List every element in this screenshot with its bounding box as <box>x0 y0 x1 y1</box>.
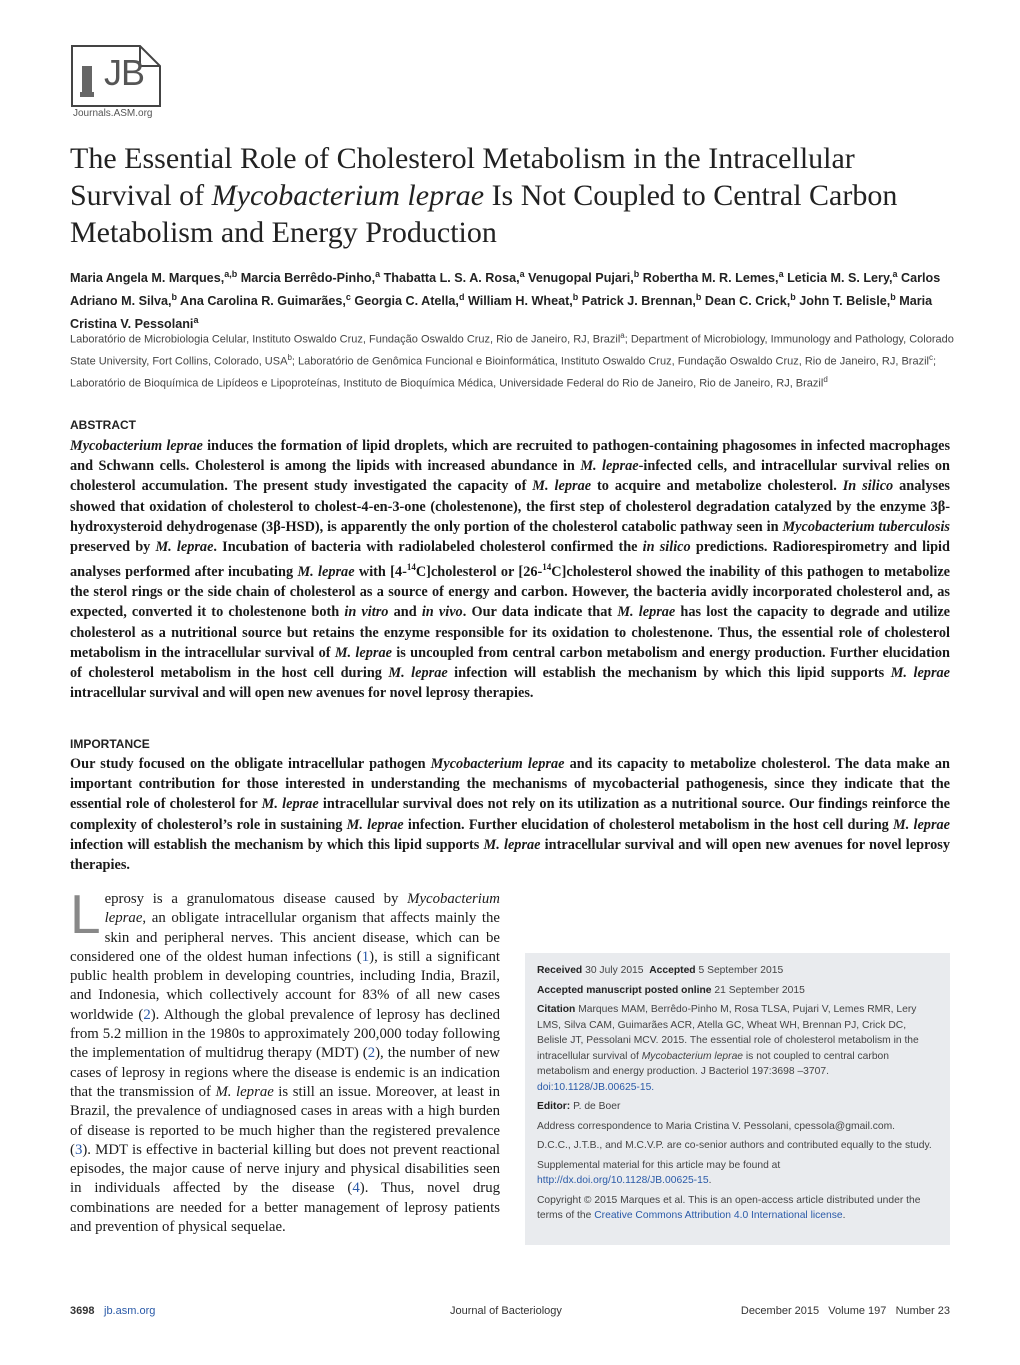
dates-received: Received 30 July 2015 Accepted 5 September 2015 <box>537 965 784 976</box>
reference-link[interactable]: 2 <box>367 1045 376 1062</box>
importance-segment: M. leprae <box>483 836 541 853</box>
abstract-segment: and <box>388 604 422 621</box>
author-name: Dean C. Crick, <box>704 294 791 309</box>
abstract-segment: is uncoupled from central carbon metabolism and energy production. Further elucidation of cholesterol metabolism in the host cell during <box>70 644 950 681</box>
author-name: Patrick J. Brennan, <box>581 294 696 309</box>
abstract-segment: M. leprae <box>890 665 951 681</box>
title-line-2-italic: Mycobacterium leprae <box>211 179 485 212</box>
abstract-segment: analyses showed that oxidation of cholesterol to cholest-4-en-3-one (cholestenone), the first step of cholesterol degradation catalyzed by the enzyme 3β-hydroxysteroid dehydrogenase (3β-HSD), is apparently the only portion of the cholesterol catabolic pathway seen in <box>70 478 950 535</box>
abstract-segment: M. leprae <box>388 665 448 681</box>
importance-segment: Our study focused on the obligate intracellular pathogen <box>70 756 431 772</box>
abstract-segment: Mycobacterium leprae <box>70 438 203 454</box>
importance-segment: infection will establish the mechanism by which this lipid supports <box>70 836 484 853</box>
body-segment: M. leprae <box>215 1083 274 1100</box>
abstract-heading: ABSTRACT <box>70 418 136 432</box>
reference-link[interactable]: 3 <box>74 1141 83 1158</box>
title-line-2c: Is Not Coupled to Central Carbon <box>484 179 898 212</box>
author-affiliation-mark: a,b <box>224 269 238 279</box>
abstract-segment: M. leprae <box>155 539 214 556</box>
journal-name: Journal of Bacteriology <box>450 1305 562 1317</box>
reference-link[interactable]: 2 <box>143 1006 151 1023</box>
abstract-segment: . Our data indicate that <box>462 604 618 621</box>
page-number: 3698 <box>70 1305 95 1317</box>
license-link[interactable]: Creative Commons Attribution 4.0 International license <box>594 1210 843 1221</box>
importance-text <box>70 754 950 875</box>
importance-segment: intracellular survival and will open new avenues for novel leprosy therapies. <box>70 836 950 874</box>
title-line-3: Metabolism and Energy Production <box>70 216 497 249</box>
title-line-1: The Essential Role of Cholesterol Metabolism in the Intracellular <box>70 142 855 175</box>
author-affiliation-mark: b <box>572 292 579 303</box>
editor: Editor: P. de Boer <box>537 1101 621 1112</box>
affiliation-b: ; Department of Microbiology, Immunology and Pathology, Colorado State University, Fort Collins, Colorado, USA <box>70 333 954 368</box>
importance-segment: M. leprae <box>346 816 404 833</box>
drop-cap: L <box>70 883 101 945</box>
body-segment: ), is still a significant public health problem in developing countries, including India, Brazil, and Indonesia, which collectively account for 83% of all new cases worldwide ( <box>70 948 500 1023</box>
body-segment: ). MDT is effective in bacterial killing but does not prevent reactional episodes, the major cause of nerve injury and physical disabilities seen in individuals affected by the disease ( <box>70 1141 500 1197</box>
author-name: Maria Cristina V. Pessolani <box>70 294 933 332</box>
importance-segment: Mycobacterium leprae <box>430 756 565 772</box>
author-name: Marcia Berrêdo-Pinho, <box>240 271 376 286</box>
author-name: Robertha M. R. Lemes, <box>642 271 779 286</box>
supplemental-note: Supplemental material for this article may be found at http://dx.doi.org/10.1128/JB.00625-15. <box>537 1159 781 1186</box>
title-line-2a: Survival of <box>70 179 212 212</box>
author-name: Venugopal Pujari, <box>528 271 634 286</box>
author-name: Carlos Adriano M. Silva, <box>70 271 941 309</box>
author-list <box>70 265 970 335</box>
abstract-segment: in vitro <box>344 604 389 621</box>
importance-segment: intracellular survival does not rely on its utilization as a nutritional source. Our findings reinforce the complexity of cholesterol’s role in sustaining <box>70 796 950 833</box>
abstract-segment: has lost the capacity to degrade and utilize cholesterol as a nutritional source but retains the enzyme responsible for its oxidation to cholestenone. Thus, the essential role of cholesterol metabolism in the intracellular survival of <box>70 604 951 661</box>
author-affiliation-mark: b <box>171 292 177 303</box>
logo-letters: JB <box>104 52 145 93</box>
abstract-segment: M. leprae <box>297 563 355 580</box>
supplemental-link[interactable]: http://dx.doi.org/10.1128/JB.00625-15 <box>537 1175 709 1186</box>
abstract-segment: 14 <box>406 562 416 573</box>
importance-segment: M. leprae <box>261 796 319 813</box>
correspondence: Address correspondence to Maria Cristina V. Pessolani, cpessola@gmail.com. <box>537 1120 896 1132</box>
reference-link[interactable]: 1 <box>361 948 370 965</box>
article-title <box>70 140 950 251</box>
author-affiliation-mark: b <box>890 292 896 303</box>
author-affiliation-mark: a <box>375 269 381 279</box>
body-segment: ). Thus, novel drug combinations are needed for a better management of leprosy patients and prevention of physical sequelae. <box>70 1180 501 1236</box>
abstract-segment: predictions. Radiorespirometry and lipid analyses performed after incubating <box>70 539 950 580</box>
abstract-segment: in silico <box>642 539 691 556</box>
abstract-segment: . Incubation of bacteria with radiolabeled cholesterol confirmed the <box>213 539 643 556</box>
abstract-segment: intracellular survival and will open new avenues for novel leprosy therapies. <box>70 685 534 702</box>
author-name: Thabatta L. S. A. Rosa, <box>383 271 520 286</box>
body-segment: , an obligate intracellular organism that affects mainly the skin and peripheral nerves. This ancient disease, which can be considered one of the oldest human infections ( <box>70 910 500 965</box>
affiliations: Laboratório de Microbiologia Celular, Instituto Oswaldo Cruz, Fundação Oswaldo Cruz, Rio de Janeiro, RJ, Brazil$^a$; Department of Microbiology, Immunology and Pathology, Colorado State University, Fort Collins, Colorado, USA$^b$; Laboratório de Genômica Funcional e Bioinformática, Instituto Oswaldo Cruz, Fundação Oswaldo Cruz, Rio de Janeiro, RJ, Brazil$^c$; Laboratório de Bioquímica de Lipídeos e Lipoproteínas, Instituto de Bioquímica Médica, Universidade Federal do Rio de Janeiro, Rio de Janeiro, RJ, Brazil$^d$ <box>70 331 954 390</box>
abstract-segment: in vivo <box>421 604 463 621</box>
abstract-segment: induces the formation of lipid droplets, which are recruited to pathogen-containing phagosomes in infected macrophages and Schwann cells. Cholesterol is among the lipids with increased abundance in <box>70 438 951 475</box>
doi-link[interactable]: doi:10.1128/JB.00625-15. <box>537 1081 655 1093</box>
body-segment: ), the number of new cases of leprosy in regions where the disease is endemic is an indication that the transmission of <box>70 1045 500 1100</box>
importance-segment: infection. Further elucidation of cholesterol metabolism in the host cell during <box>403 816 893 833</box>
co-senior-note: D.C.C., J.T.B., and M.C.V.P. are co-senior authors and contributed equally to the study. <box>537 1140 932 1151</box>
copyright: Copyright © 2015 Marques et al. This is an open-access article distributed under the terms of the Creative Commons Attribution 4.0 International license. <box>537 1194 921 1221</box>
author-affiliation-mark: b <box>633 269 640 279</box>
author-name: Maria Angela M. Marques, <box>70 271 225 286</box>
abstract-segment: 14 <box>542 562 552 573</box>
body-segment: ). Although the global prevalence of leprosy has declined from 5.2 million in the 1980s to approximately 200,000 today following the implementation of multidrug therapy (MDT) ( <box>70 1006 500 1062</box>
importance-segment: M. leprae <box>893 816 950 833</box>
importance-heading: IMPORTANCE <box>70 737 150 751</box>
journal-logo <box>70 44 162 124</box>
abstract-segment: with [4- <box>354 563 407 580</box>
importance-segment: and its capacity to metabolize cholesterol. The data make an important contribution for those interested in understanding the mechanisms of mycobacterial pathogenesis, since they indicate that the essential role of cholesterol for <box>70 756 950 813</box>
abstract-segment: M. leprae <box>532 478 592 495</box>
site-link[interactable]: jb.asm.org <box>104 1305 156 1317</box>
affiliation-d: ; Laboratório de Bioquímica de Lipídeos e Lipoproteínas, Instituto de Bioquímica Médica, Universidade Federal do Rio de Janeiro, Rio de Janeiro, RJ, Brazil <box>70 355 937 390</box>
author-name: William H. Wheat, <box>467 294 573 309</box>
issue-info: December 2015 Volume 197 Number 23 <box>740 1305 950 1317</box>
body-segment: is still an issue. Moreover, at least in Brazil, the prevalence of undiagnosed cases in areas with a high burden of disease is reported to be much higher than the registered prevalence ( <box>70 1083 500 1158</box>
article-info-box <box>525 953 950 1245</box>
citation: Citation Marques MAM, Berrêdo-Pinho M, Rosa TLSA, Pujari V, Lemes RMR, Lery LMS, Silva CAM, Guimarães ACR, Atella GC, Wheat WH, Brennan PJ, Crick DC, Belisle JT, Pessolani MCV. 2015. The essential role of cholesterol metabolism in the intracellular survival of Mycobacterium leprae is not coupled to central carbon metabolism and energy production. J Bacteriol 197:3698 –3707. doi:10.1128/JB.00625-15. <box>537 1004 919 1093</box>
abstract-segment: preserved by <box>70 539 156 556</box>
body-segment: eprosy is a granulomatous disease caused by <box>104 891 408 907</box>
author-name: John T. Belisle, <box>799 294 891 309</box>
abstract-segment: M. leprae <box>580 458 639 475</box>
logo-url: Journals.ASM.org <box>73 108 153 119</box>
abstract-segment: M. leprae <box>334 644 392 661</box>
author-affiliation-mark: c <box>345 292 351 303</box>
author-name: Leticia M. S. Lery, <box>787 271 893 286</box>
affiliation-c: ; Laboratório de Genômica Funcional e Bioinformática, Instituto Oswaldo Cruz, Fundação Oswaldo Cruz, Rio de Janeiro, RJ, Brazil <box>291 355 929 368</box>
author-affiliation-mark: a <box>778 269 784 279</box>
abstract-segment: -infected cells, and intracellular survival relies on cholesterol accumulation. The present study investigated the capacity of <box>70 458 951 495</box>
author-name: Georgia C. Atella, <box>354 294 459 309</box>
body-segment: Mycobacterium leprae <box>104 891 500 927</box>
abstract-segment: to acquire and metabolize cholesterol. <box>591 478 843 495</box>
author-affiliation-mark: b <box>695 292 702 303</box>
abstract-segment: M. leprae <box>617 604 676 621</box>
reference-link[interactable]: 4 <box>352 1180 360 1197</box>
author-name: Ana Carolina R. Guimarães, <box>180 294 346 309</box>
abstract-segment: infection will establish the mechanism by which this lipid supports <box>447 665 891 681</box>
author-affiliation-mark: d <box>458 292 465 303</box>
body-paragraph <box>70 883 501 1237</box>
abstract-segment: In silico <box>842 478 894 495</box>
affiliation-a: Laboratório de Microbiologia Celular, Instituto Oswaldo Cruz, Fundação Oswaldo Cruz, Rio de Janeiro, RJ, Brazil <box>70 333 621 346</box>
author-affiliation-mark: a <box>892 269 898 279</box>
author-affiliation-mark: a <box>519 269 525 279</box>
dates-online: Accepted manuscript posted online 21 September 2015 <box>537 984 805 996</box>
abstract-segment: C]cholesterol or [26- <box>415 563 543 580</box>
abstract-segment: C]cholesterol showed the inability of this pathogen to metabolize the sterol rings or the side chain of cholesterol as a source of energy and carbon. However, the bacteria avidly incorporated cholesterol and, as expected, converted it to cholestenone both <box>70 563 951 621</box>
author-affiliation-mark: b <box>790 292 796 303</box>
abstract-segment: Mycobacterium tuberculosis <box>782 518 950 535</box>
author-affiliation-mark: a <box>193 315 199 326</box>
abstract-text <box>70 436 950 703</box>
